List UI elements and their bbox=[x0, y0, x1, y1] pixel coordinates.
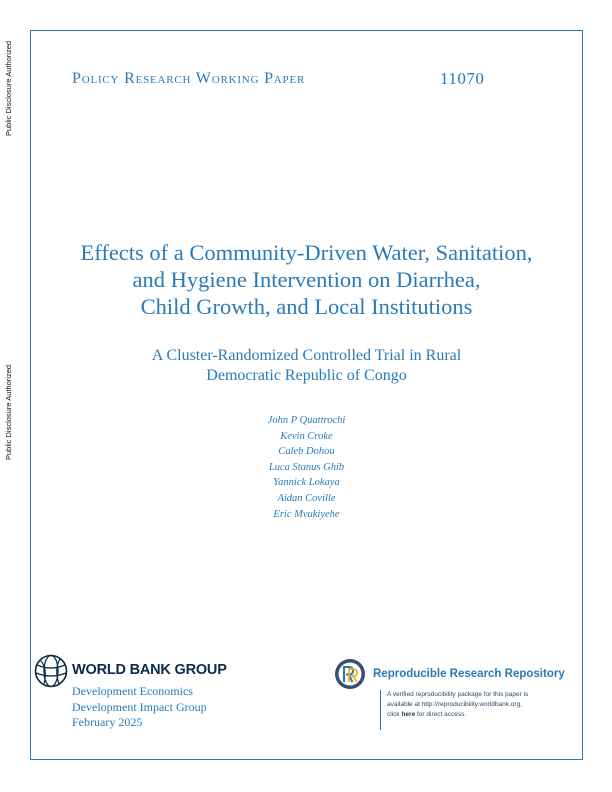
author-list bbox=[150, 413, 463, 522]
title-line: Effects of a Community-Driven Water, Sanitation, bbox=[80, 240, 533, 265]
author-name: Aidan Coville bbox=[277, 492, 336, 504]
title-line: and Hygiene Intervention on Diarrhea, bbox=[132, 267, 481, 292]
paper-number: 11070 bbox=[440, 69, 485, 88]
paper-title bbox=[40, 239, 573, 320]
repository-note-line: available at http://reproducibility.worldbank.org, bbox=[387, 701, 523, 708]
series-title: Policy Research Working Paper bbox=[72, 70, 306, 87]
author-name: Yannick Lokaya bbox=[273, 477, 340, 489]
author-name: Eric Mvukiyehe bbox=[273, 508, 340, 520]
publication-date: February 2025 bbox=[72, 715, 143, 729]
repository-title: Reproducible Research Repository bbox=[373, 668, 565, 680]
disclosure-label-bottom: Public Disclosure Authorized bbox=[4, 364, 13, 460]
disclosure-label-top: Public Disclosure Authorized bbox=[4, 40, 13, 136]
cover-frame bbox=[30, 30, 583, 760]
subtitle-line: A Cluster-Randomized Controlled Trial in Rural bbox=[151, 347, 462, 364]
author-name: Caleb Dohou bbox=[278, 446, 335, 458]
reproducible-research-logo-icon bbox=[334, 658, 366, 690]
publisher-line: Development Impact Group bbox=[72, 699, 207, 714]
repository-note-line: A verified reproducibility package for this paper is bbox=[387, 691, 529, 698]
world-bank-globe-icon bbox=[34, 654, 68, 688]
repository-here-link[interactable]: here bbox=[401, 711, 416, 718]
publisher-line: Development Economics bbox=[72, 684, 193, 698]
repository-note bbox=[380, 690, 587, 730]
paper-subtitle bbox=[40, 346, 573, 386]
repository-note-line bbox=[387, 710, 587, 720]
author-name: Luca Stanus Ghib bbox=[268, 461, 345, 473]
repository-click-text: click bbox=[387, 711, 400, 718]
repository-access-text: for direct access. bbox=[417, 711, 467, 718]
author-name: John P Quattrochi bbox=[267, 415, 346, 426]
publisher-details bbox=[72, 684, 207, 731]
author-name: Kevin Croke bbox=[280, 430, 333, 442]
publisher-name: WORLD BANK GROUP bbox=[72, 662, 227, 678]
subtitle-line: Democratic Republic of Congo bbox=[206, 367, 407, 384]
title-line: Child Growth, and Local Institutions bbox=[140, 294, 473, 319]
